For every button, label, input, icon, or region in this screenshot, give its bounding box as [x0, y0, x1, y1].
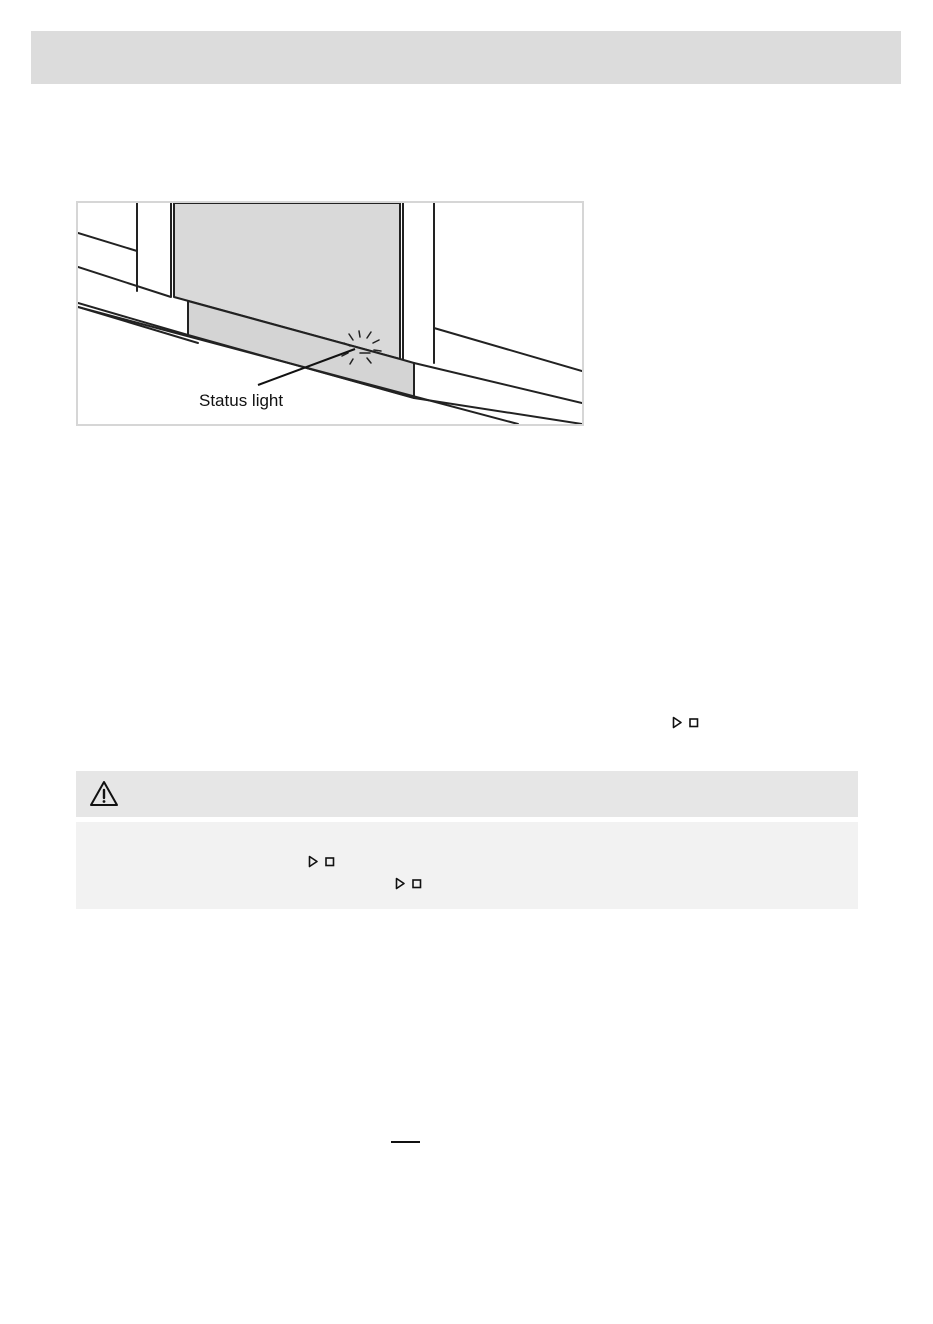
play-stop-icon: [395, 877, 423, 890]
dishwasher-kickplate-drawing: [78, 203, 582, 424]
underline-mark: [391, 1141, 420, 1143]
warning-triangle-icon: [89, 780, 119, 812]
warning-header: [76, 771, 858, 817]
header-bar: [31, 31, 901, 84]
play-stop-icon: [308, 855, 336, 868]
status-light-label: Status light: [199, 391, 284, 410]
play-stop-icon: [672, 716, 700, 729]
warning-body: [76, 822, 858, 909]
status-light-illustration: [76, 201, 584, 426]
